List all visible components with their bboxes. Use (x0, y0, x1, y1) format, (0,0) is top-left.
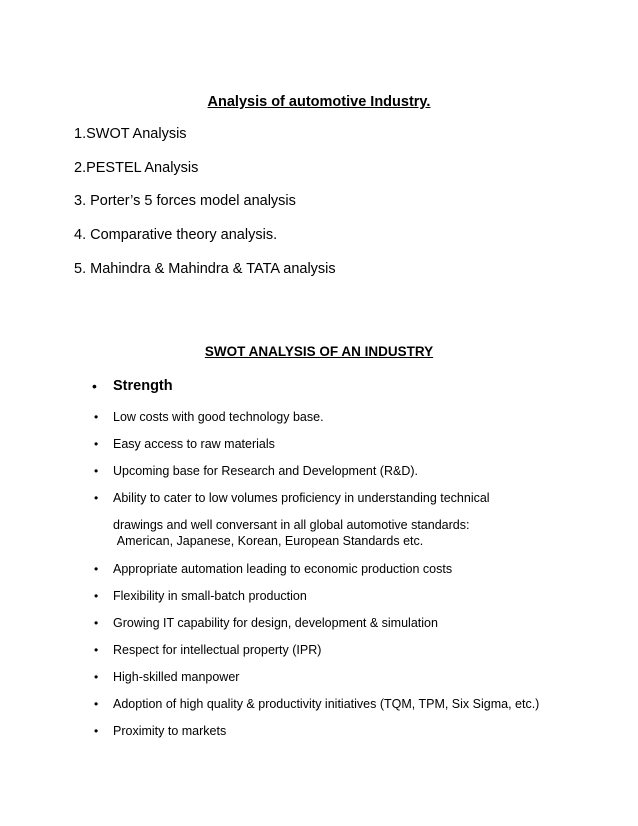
strength-item: Appropriate automation leading to economic production costs (113, 562, 453, 576)
strength-item: High-skilled manpower (113, 670, 240, 684)
contents-item-2: 2.PESTEL Analysis (74, 160, 199, 176)
bullet-icon: • (94, 670, 99, 684)
contents-item-4: 4. Comparative theory analysis. (74, 227, 278, 243)
strength-item: Ability to cater to low volumes proficiency in understanding technical (113, 491, 490, 505)
bullet-icon: • (94, 724, 99, 738)
strength-item: Proximity to markets (113, 724, 227, 738)
strength-item: Low costs with good technology base. (113, 410, 324, 424)
swot-heading: SWOT ANALYSIS OF AN INDUSTRY (204, 344, 434, 359)
bullet-icon: • (94, 437, 99, 451)
strength-item-continuation: American, Japanese, Korean, European Standards etc. (114, 534, 424, 548)
strength-item: Adoption of high quality & productivity initiatives (TQM, TPM, Six Sigma, etc.) (113, 697, 540, 711)
contents-item-3: 3. Porter’s 5 forces model analysis (74, 193, 296, 209)
strength-item-continuation: drawings and well conversant in all global automotive standards: (113, 518, 470, 532)
strength-item: Flexibility in small-batch production (113, 589, 307, 603)
bullet-icon: • (94, 491, 99, 505)
bullet-icon: • (92, 378, 97, 394)
bullet-icon: • (94, 589, 99, 603)
contents-item-1: 1.SWOT Analysis (74, 126, 187, 142)
strength-item: Growing IT capability for design, development & simulation (113, 616, 438, 630)
bullet-icon: • (94, 464, 99, 478)
bullet-icon: • (94, 697, 99, 711)
contents-item-5: 5. Mahindra & Mahindra & TATA analysis (74, 261, 336, 277)
strength-item: Upcoming base for Research and Development (R&D). (113, 464, 418, 478)
strength-item: Easy access to raw materials (113, 437, 275, 451)
strength-item: Respect for intellectual property (IPR) (113, 643, 322, 657)
strength-heading: Strength (113, 378, 173, 394)
bullet-icon: • (94, 562, 99, 576)
bullet-icon: • (94, 616, 99, 630)
bullet-icon: • (94, 410, 99, 424)
document-title: Analysis of automotive Industry. (207, 94, 431, 110)
bullet-icon: • (94, 643, 99, 657)
